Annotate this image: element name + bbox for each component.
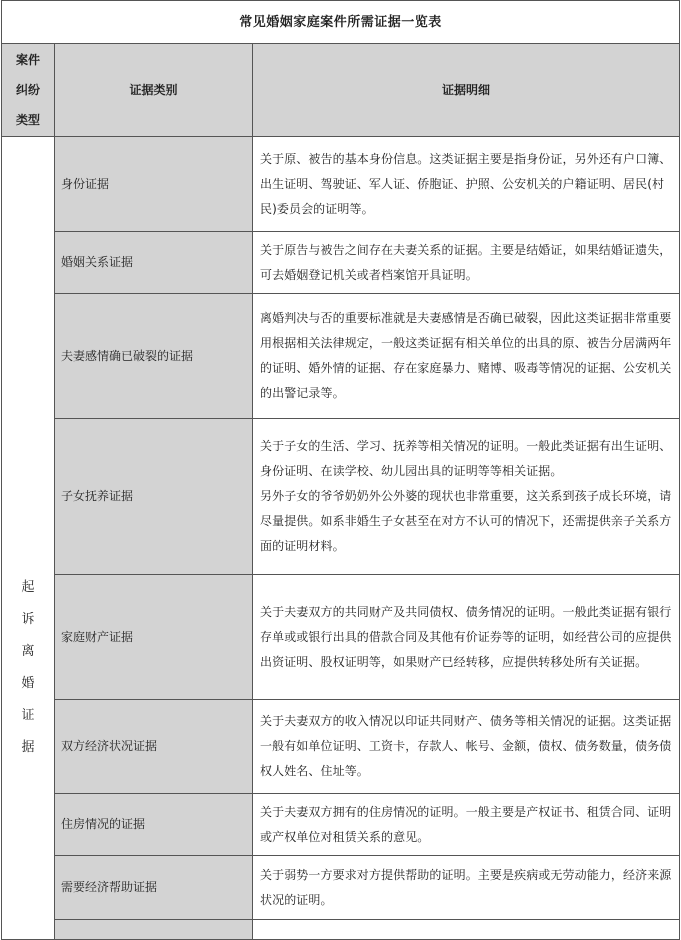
case-type-cell [2, 137, 55, 940]
detail-text: 关于子女的生活、学习、抚养等相关情况的证明。一般此类证据有出生证明、身份证明、在读学校、幼儿园出具的证明等等相关证据。 [260, 439, 672, 478]
table-row [2, 700, 680, 794]
table-row [2, 856, 680, 920]
detail-text: 关于原、被告的基本身份信息。这类证据主要是指身份证，另外还有户口簿、出生证明、驾驶证、军人证、侨胞证、护照、公安机关的户籍证明、居民(村民)委员会的证明等。 [260, 151, 672, 216]
category-cell: 双方经济状况证据 [55, 700, 253, 794]
category-cell: 婚姻关系证据 [55, 232, 253, 294]
evidence-table [1, 0, 680, 940]
header-case-type-line: 纠纷 [15, 83, 40, 97]
header-detail: 证据明细 [253, 44, 680, 137]
category-cell: 身份证据 [55, 137, 253, 232]
detail-cell [253, 419, 680, 575]
header-row [2, 44, 680, 137]
evidence-document [1, 0, 679, 940]
table-row [2, 294, 680, 419]
detail-text: 关于夫妻双方拥有的住房情况的证明。一般主要是产权证书、租赁合同、证明或产权单位对租赁关系的意见。 [260, 804, 672, 844]
category-cell: 夫妻感情确已破裂的证据 [55, 294, 253, 419]
category-cell: 住房情况的证据 [55, 794, 253, 856]
table-row [2, 794, 680, 856]
category-cell: 需要经济帮助证据 [55, 856, 253, 920]
header-category: 证据类别 [55, 44, 253, 137]
detail-text: 关于夫妻双方的收入情况以印证共同财产、债务等相关情况的证据。这类证据一般有如单位证明、工资卡，存款人、帐号、金额，债权、债务数量，债务债权人姓名、住址等。 [260, 714, 672, 778]
detail-cell [253, 575, 680, 700]
detail-text: 关于夫妻双方的共同财产及共同债权、债务情况的证明。一般此类证据有银行存单或或银行出具的借款合同及其他有价证券等的证明，如经营公司的应提供出资证明、股权证明等，如果财产已经转移，应提供转移处所有关证据。 [260, 604, 672, 669]
category-cell: 子女抚养证据 [55, 419, 253, 575]
table-row [2, 232, 680, 294]
title-row [2, 1, 680, 44]
detail-cell [253, 137, 680, 232]
header-case-type-line: 类型 [15, 113, 40, 127]
detail-cell [253, 294, 680, 419]
case-type-char: 起 [21, 579, 35, 595]
case-type-char: 离 [21, 643, 35, 659]
header-case-type [2, 44, 55, 137]
table-row [2, 137, 680, 232]
detail-cell [253, 232, 680, 294]
detail-cell [253, 794, 680, 856]
table-row [2, 575, 680, 700]
case-type-char: 据 [21, 739, 35, 755]
detail-text: 关于原告与被告之间存在夫妻关系的证据。主要是结婚证，如果结婚证遗失，可去婚姻登记机关或者档案馆开具证明。 [260, 242, 672, 282]
case-type-char: 证 [21, 707, 35, 723]
detail-text: 另外子女的爷爷奶奶外公外婆的现状也非常重要，这关系到孩子成长环境，请尽量提供。如系非婚生子女甚至在对方不认可的情况下，还需提供亲子关系方面的证明材料。 [260, 489, 672, 553]
detail-text: 离婚判决与否的重要标准就是夫妻感情是否确已破裂，因此这类证据非常重要用根据相关法律规定，一般这类证据有相关单位的出具的原、被告分居满两年的证明、婚外情的证据、存在家庭暴力、赌博、吸毒等情况的证据、公安机关的出警记录等。 [260, 311, 672, 400]
category-cell: 家庭财产证据 [55, 575, 253, 700]
detail-cell [253, 856, 680, 920]
detail-text: 关于弱势一方要求对方提供帮助的证明。主要是疾病或无劳动能力，经济来源状况的证明。 [260, 867, 672, 907]
case-type-char: 婚 [21, 675, 35, 691]
header-case-type-line: 案件 [15, 53, 40, 67]
detail-cell [253, 700, 680, 794]
table-row [2, 419, 680, 575]
table-title: 常见婚姻家庭案件所需证据一览表 [2, 1, 680, 44]
case-type-char: 诉 [21, 611, 35, 627]
